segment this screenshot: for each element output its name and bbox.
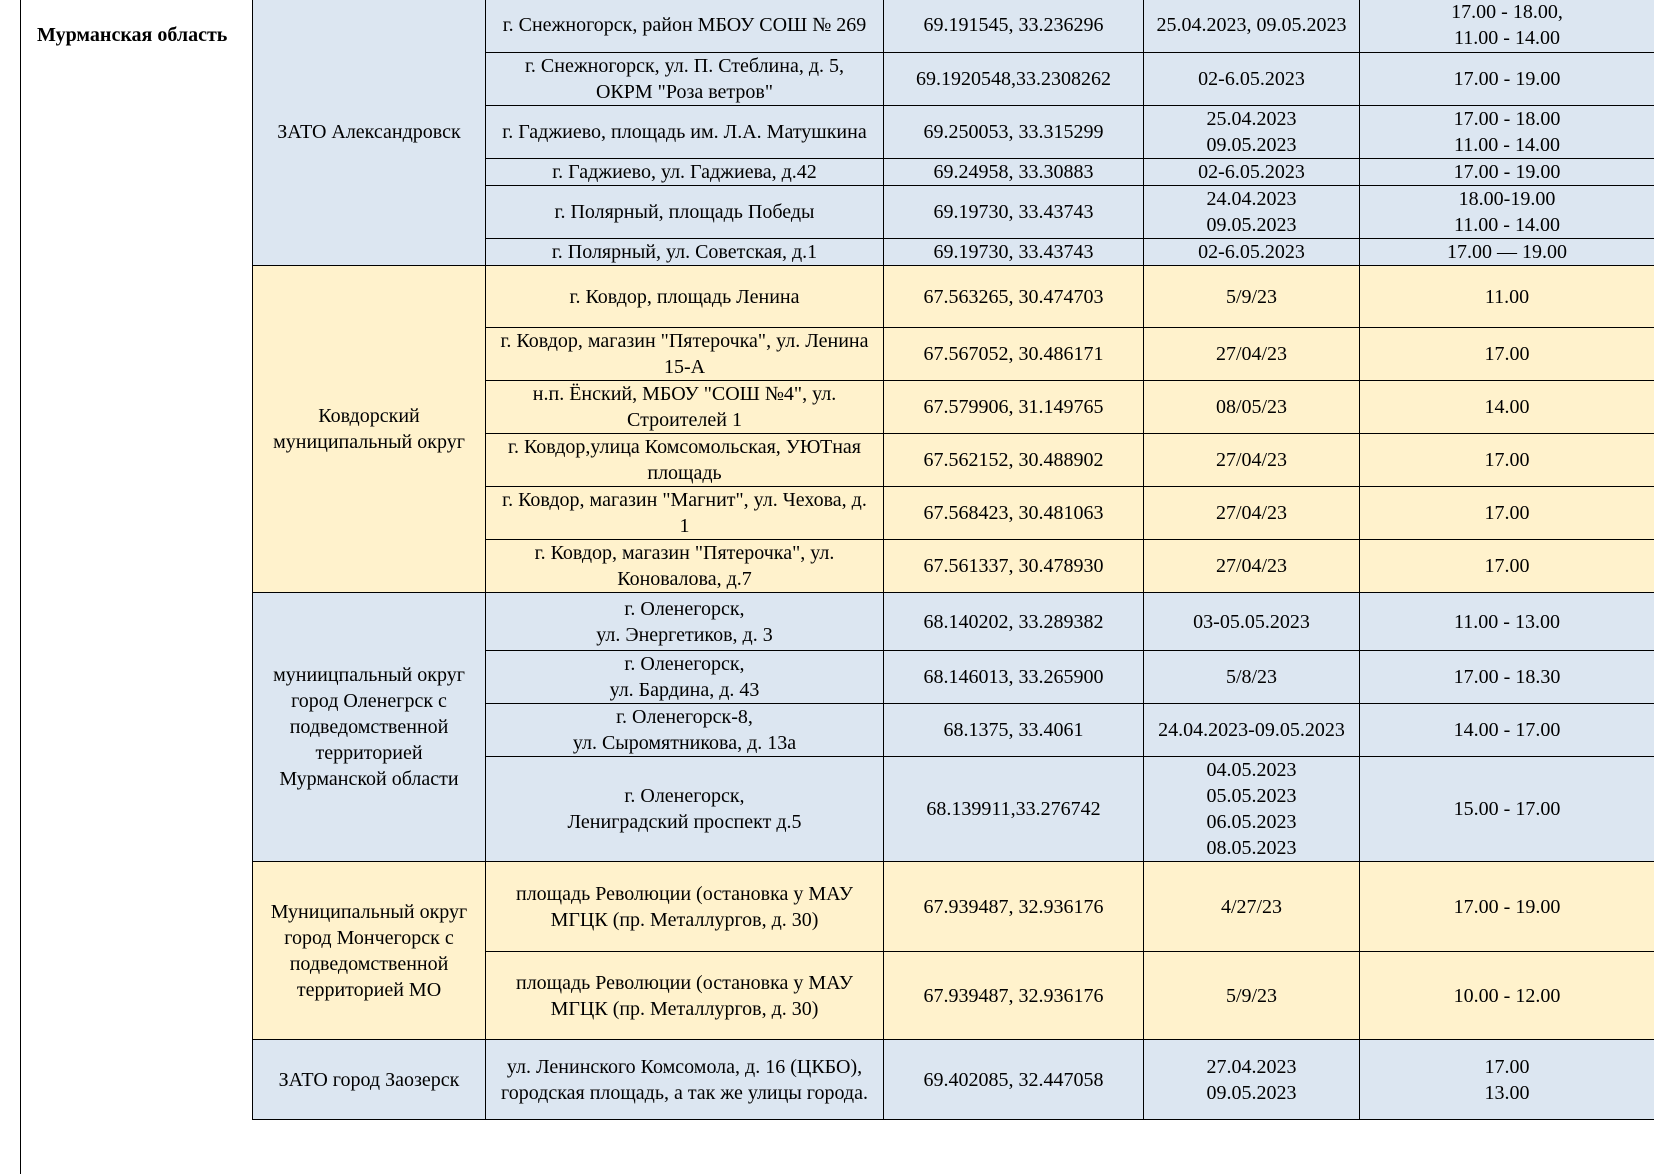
cell-line: территорией	[315, 742, 423, 764]
cell-line: г. Оленегорск,	[624, 597, 745, 620]
cell-line: 11.00 - 14.00	[1454, 214, 1560, 236]
cell-line: Лениградский проспект д.5	[567, 811, 802, 833]
cell-line: 02-6.05.2023	[1198, 68, 1305, 90]
cell-line: 17.00 - 18.30	[1453, 666, 1561, 688]
cell-line: 1	[679, 515, 690, 537]
cell-line: 15.00 - 17.00	[1453, 798, 1561, 820]
times-cell[interactable]	[1360, 186, 1654, 239]
times-cell[interactable]	[1360, 159, 1654, 186]
cell-line: 17.00 - 18.00,	[1451, 1, 1563, 23]
dates-cell[interactable]	[1144, 1040, 1360, 1120]
cell-line: Ковдорский	[318, 405, 420, 427]
region-column	[20, 0, 253, 1174]
dates-cell[interactable]	[1144, 106, 1360, 159]
cell-line: 17.00	[1484, 449, 1530, 471]
dates-cell[interactable]	[1144, 757, 1360, 862]
cell-line: 05.05.2023	[1206, 785, 1297, 807]
cell-line: Муниципальный округ	[270, 900, 468, 923]
cell-line: город Мончегорск с	[284, 926, 454, 949]
address-cell[interactable]	[486, 186, 884, 239]
cell-line: 18.00-19.00	[1458, 188, 1556, 210]
coordinates-cell[interactable]: 68.1375, 33.4061	[884, 704, 1144, 757]
coordinates-cell[interactable]: 67.562152, 30.488902	[884, 434, 1144, 487]
cell-line: ул. Сыромятникова, д. 13а	[572, 732, 797, 754]
times-cell[interactable]	[1360, 757, 1654, 862]
cell-line: 11.00 - 14.00	[1454, 134, 1560, 156]
address-cell[interactable]	[486, 651, 884, 704]
cell-line: г. Ковдор, площадь Ленина	[569, 285, 800, 308]
dates-cell[interactable]	[1144, 328, 1360, 381]
cell-line: 08.05.2023	[1206, 837, 1297, 859]
cell-line: Мурманской области	[279, 768, 459, 790]
cell-line: г. Ковдор,улица Комсомольская, УЮТная	[508, 436, 861, 458]
cell-line: г. Снежногорск, район МБОУ СОШ № 269	[502, 14, 867, 36]
times-cell[interactable]	[1360, 862, 1654, 952]
address-cell[interactable]	[486, 487, 884, 540]
coordinates-cell[interactable]: 68.139911,33.276742	[884, 757, 1144, 862]
cell-line: 14.00	[1484, 396, 1530, 418]
cell-line: 5/9/23	[1225, 285, 1278, 308]
table-row	[253, 266, 1654, 328]
address-cell[interactable]	[486, 862, 884, 952]
dates-cell[interactable]	[1144, 651, 1360, 704]
address-cell[interactable]	[486, 266, 884, 328]
cell-line: 11.00	[1484, 285, 1530, 308]
municipality-cell[interactable]	[253, 0, 486, 266]
address-cell[interactable]	[486, 239, 884, 266]
cell-line: 08/05/23	[1215, 396, 1288, 418]
cell-line: 09.05.2023	[1206, 214, 1297, 236]
municipality-cell[interactable]	[253, 1040, 486, 1120]
times-cell[interactable]	[1360, 0, 1654, 53]
municipality-cell[interactable]	[253, 862, 486, 1040]
cell-line: ЗАТО город Заозерск	[278, 1068, 460, 1091]
cell-line: МГЦК (пр. Металлургов, д. 30)	[550, 997, 819, 1020]
cell-line: ул. Бардина, д. 43	[609, 679, 760, 701]
address-cell[interactable]	[486, 159, 884, 186]
address-cell[interactable]	[486, 328, 884, 381]
cell-line: подведомственной	[289, 952, 449, 975]
cell-line: г. Гаджиево, площадь им. Л.А. Матушкина	[502, 121, 867, 143]
region-name: Мурманская область	[37, 24, 228, 46]
table-row	[253, 593, 1654, 651]
address-cell[interactable]	[486, 757, 884, 862]
dates-cell[interactable]	[1144, 239, 1360, 266]
cell-line: 10.00 - 12.00	[1453, 984, 1561, 1007]
cell-line: 15-А	[663, 356, 706, 378]
coordinates-cell[interactable]: 67.939487, 32.936176	[884, 862, 1144, 952]
locations-table	[252, 0, 1654, 1120]
cell-line: 24.04.2023	[1206, 188, 1297, 210]
times-cell[interactable]	[1360, 540, 1654, 593]
coordinates-cell[interactable]: 67.568423, 30.481063	[884, 487, 1144, 540]
municipality-cell[interactable]	[253, 593, 486, 862]
coordinates-cell[interactable]: 69.1920548,33.2308262	[884, 53, 1144, 106]
address-cell[interactable]	[486, 434, 884, 487]
cell-line: 25.04.2023, 09.05.2023	[1156, 14, 1347, 36]
address-cell[interactable]	[486, 952, 884, 1040]
cell-line: город Оленегрск с	[291, 690, 447, 712]
cell-line: 11.00 - 14.00	[1454, 27, 1560, 49]
dates-cell[interactable]	[1144, 952, 1360, 1040]
cell-line: 17.00 - 19.00	[1453, 161, 1561, 183]
cell-line: 06.05.2023	[1206, 811, 1297, 833]
dates-cell[interactable]	[1144, 540, 1360, 593]
coordinates-cell[interactable]: 67.561337, 30.478930	[884, 540, 1144, 593]
cell-line: ул. Ленинского Комсомола, д. 16 (ЦКБО),	[506, 1055, 863, 1078]
dates-cell[interactable]	[1144, 593, 1360, 651]
times-cell[interactable]	[1360, 381, 1654, 434]
dates-cell[interactable]	[1144, 0, 1360, 53]
times-cell[interactable]	[1360, 952, 1654, 1040]
cell-line: 24.04.2023-09.05.2023	[1158, 719, 1345, 741]
cell-line: ул. Энергетиков, д. 3	[596, 623, 773, 646]
cell-line: городская площадь, а так же улицы города.	[501, 1081, 868, 1104]
times-cell[interactable]	[1360, 651, 1654, 704]
cell-line: н.п. Ёнский, МБОУ "СОШ №4", ул.	[532, 383, 837, 405]
cell-line: 17.00 - 19.00	[1453, 68, 1561, 90]
dates-cell[interactable]	[1144, 186, 1360, 239]
cell-line: 09.05.2023	[1206, 134, 1297, 156]
cell-line: муниицпальный округ	[273, 664, 465, 686]
cell-line: 17.00	[1484, 343, 1530, 365]
address-cell[interactable]	[486, 381, 884, 434]
cell-line: 27/04/23	[1215, 502, 1288, 524]
table-row	[253, 862, 1654, 952]
cell-line: 17.00 - 18.00	[1453, 108, 1561, 130]
cell-line: 04.05.2023	[1206, 759, 1297, 781]
cell-line: Коновалова, д.7	[617, 568, 752, 590]
address-cell[interactable]	[486, 1040, 884, 1120]
coordinates-cell[interactable]: 69.24958, 33.30883	[884, 159, 1144, 186]
cell-line: г. Ковдор, магазин "Магнит", ул. Чехова, д.	[502, 489, 867, 511]
coordinates-cell[interactable]: 69.250053, 33.315299	[884, 106, 1144, 159]
times-cell[interactable]	[1360, 704, 1654, 757]
dates-cell[interactable]	[1144, 53, 1360, 106]
coordinates-cell[interactable]: 69.191545, 33.236296	[884, 0, 1144, 53]
cell-line: г. Оленегорск-8,	[616, 706, 753, 728]
cell-line: МГЦК (пр. Металлургов, д. 30)	[550, 908, 819, 931]
address-cell[interactable]	[486, 106, 884, 159]
times-cell[interactable]	[1360, 434, 1654, 487]
coordinates-cell[interactable]: 67.579906, 31.149765	[884, 381, 1144, 434]
coordinates-cell[interactable]: 69.19730, 33.43743	[884, 239, 1144, 266]
cell-line: 4/27/23	[1220, 895, 1283, 918]
locations-table-body	[253, 0, 1654, 1120]
times-cell[interactable]	[1360, 1040, 1654, 1120]
cell-line: 27.04.2023	[1206, 1055, 1297, 1078]
coordinates-cell[interactable]: 67.567052, 30.486171	[884, 328, 1144, 381]
coordinates-cell[interactable]: 68.140202, 33.289382	[884, 593, 1144, 651]
cell-line: 14.00 - 17.00	[1453, 719, 1561, 741]
cell-line: г. Оленегорск,	[624, 653, 745, 675]
cell-line: 17.00	[1484, 555, 1530, 577]
cell-line: 27/04/23	[1215, 343, 1288, 365]
coordinates-cell[interactable]: 68.146013, 33.265900	[884, 651, 1144, 704]
cell-line: г. Полярный, ул. Советская, д.1	[551, 241, 818, 263]
times-cell[interactable]	[1360, 239, 1654, 266]
cell-line: ОКРМ "Роза ветров"	[595, 81, 774, 103]
cell-line: территорией МО	[296, 978, 442, 1001]
dates-cell[interactable]	[1144, 487, 1360, 540]
cell-line: 11.00 - 13.00	[1454, 610, 1560, 633]
cell-line: 27/04/23	[1215, 555, 1288, 577]
cell-line: площадь	[647, 462, 722, 484]
coordinates-cell[interactable]: 67.939487, 32.936176	[884, 952, 1144, 1040]
table-row	[253, 1040, 1654, 1120]
cell-line: 27/04/23	[1215, 449, 1288, 471]
coordinates-cell[interactable]: 69.19730, 33.43743	[884, 186, 1144, 239]
municipality-cell[interactable]	[253, 266, 486, 593]
coordinates-cell[interactable]: 69.402085, 32.447058	[884, 1040, 1144, 1120]
cell-line: г. Ковдор, магазин "Пятерочка", ул.	[534, 542, 835, 564]
table-row	[253, 0, 1654, 53]
cell-line: г. Полярный, площадь Победы	[554, 201, 815, 223]
cell-line: 5/8/23	[1225, 666, 1278, 688]
address-cell[interactable]	[486, 53, 884, 106]
address-cell[interactable]	[486, 704, 884, 757]
cell-line: 13.00	[1484, 1081, 1530, 1104]
dates-cell[interactable]	[1144, 159, 1360, 186]
cell-line: 02-6.05.2023	[1198, 161, 1305, 183]
coordinates-cell[interactable]: 67.563265, 30.474703	[884, 266, 1144, 328]
times-cell[interactable]	[1360, 328, 1654, 381]
times-cell[interactable]	[1360, 593, 1654, 651]
cell-line: г. Снежногорск, ул. П. Стеблина, д. 5,	[524, 55, 845, 77]
cell-line: Строителей 1	[627, 409, 742, 431]
address-cell[interactable]	[486, 0, 884, 53]
times-cell[interactable]	[1360, 487, 1654, 540]
cell-line: г. Гаджиево, ул. Гаджиева, д.42	[552, 161, 817, 183]
dates-cell[interactable]	[1144, 862, 1360, 952]
dates-cell[interactable]	[1144, 266, 1360, 328]
times-cell[interactable]	[1360, 106, 1654, 159]
cell-line: г. Оленегорск,	[624, 785, 745, 807]
cell-line: г. Ковдор, магазин "Пятерочка", ул. Ленина	[500, 330, 869, 352]
cell-line: площадь Революции (остановка у МАУ	[515, 882, 854, 905]
cell-line: площадь Революции (остановка у МАУ	[515, 971, 854, 994]
cell-line: подведомственной	[289, 716, 449, 738]
cell-line: 17.00	[1484, 1055, 1530, 1078]
cell-line: 03-05.05.2023	[1193, 610, 1310, 633]
cell-line: ЗАТО Александровск	[277, 120, 461, 143]
cell-line: 17.00 - 19.00	[1453, 895, 1561, 918]
cell-line: 5/9/23	[1225, 984, 1278, 1007]
cell-line: муниципальный округ	[273, 431, 465, 453]
cell-line: 25.04.2023	[1206, 108, 1297, 130]
cell-line: 02-6.05.2023	[1198, 241, 1305, 263]
cell-line: 17.00	[1484, 502, 1530, 524]
dates-cell[interactable]	[1144, 381, 1360, 434]
times-cell[interactable]	[1360, 266, 1654, 328]
address-cell[interactable]	[486, 593, 884, 651]
dates-cell[interactable]	[1144, 704, 1360, 757]
times-cell[interactable]	[1360, 53, 1654, 106]
dates-cell[interactable]	[1144, 434, 1360, 487]
cell-line: 17.00 — 19.00	[1447, 241, 1567, 263]
cell-line: 09.05.2023	[1206, 1081, 1297, 1104]
address-cell[interactable]	[486, 540, 884, 593]
